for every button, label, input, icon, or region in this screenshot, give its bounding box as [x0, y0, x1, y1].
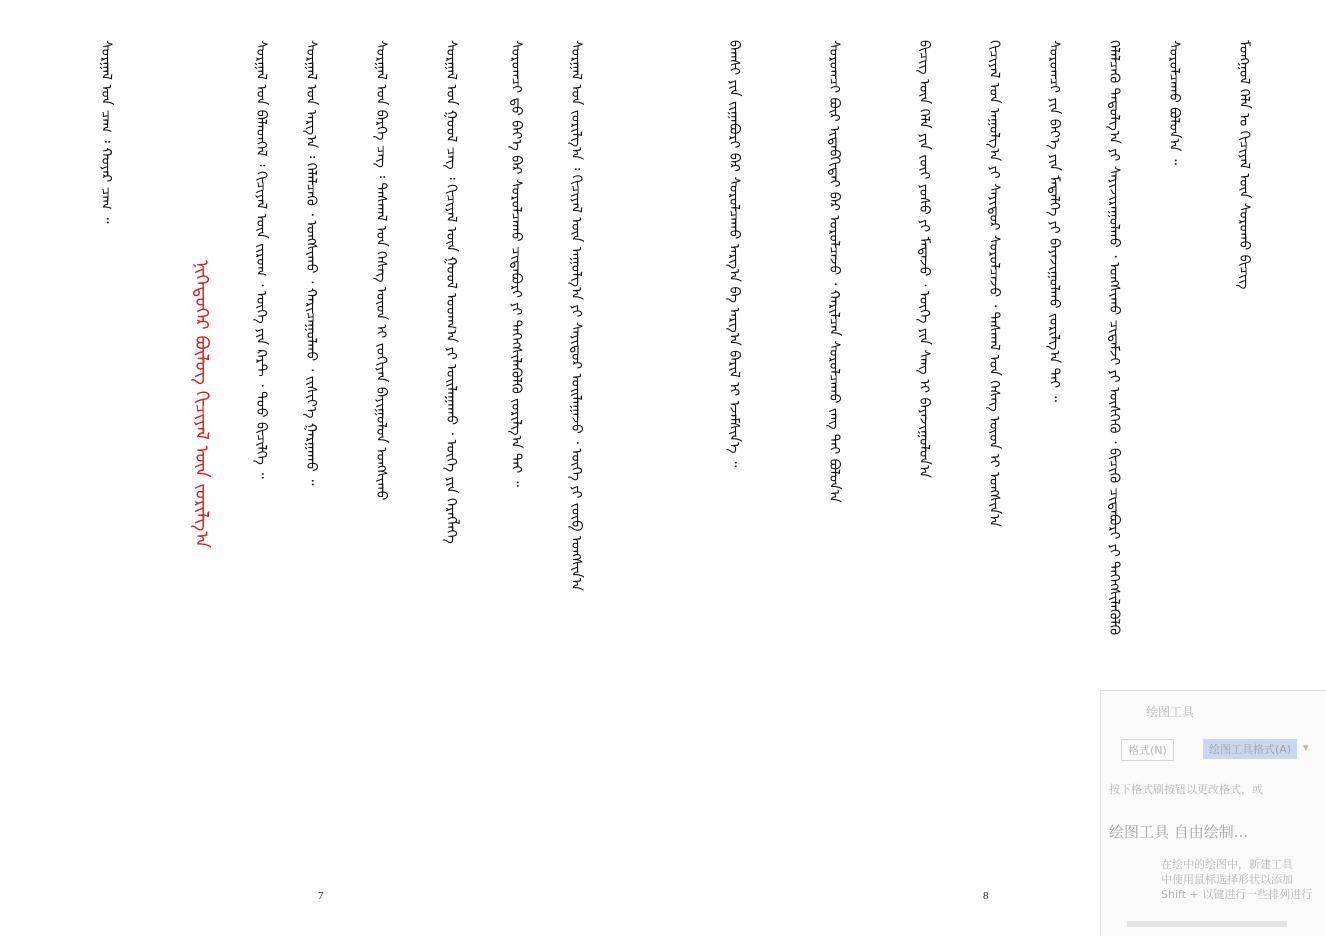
panel-scrollbar[interactable]: [1127, 921, 1287, 927]
right-text-column-6: ᠪᠢᠴᠢᠭ ᠦᠨ ᠬᠡᠯᠡ ᠶᠢᠨ ᠵᠦᠢ ᠶᠤᠰᠤ ᠶᠢ ᠮᠡᠳᠡᠵᠦ ᠂ ᠦᠭᠡ ᠶᠢᠨ ᠰᠠᠩ ᠢ ᠪᠠᠶᠠᠵᠢᠭᠤᠯᠤᠨ᠎ᠠ: [916, 40, 932, 479]
page-number-left: 7: [318, 890, 324, 902]
right-text-column-3: ᠬᠡᠯᠡᠯᠴᠡᠬᠦ ᠳᠠᠳᠤᠯᠭ᠎ᠠ ᠶᠢ ᠰᠠᠶᠢᠵᠢᠷᠠᠭᠤᠯᠬᠤ ᠂ ᠤᠩᠰᠢᠬᠤ ᠴᠢᠳᠠᠮᠵᠢ ᠶᠢ ᠥᠰᠬᠡᠬᠦ ᠂ ᠪᠢᠴᠢᠬᠦ ᠴᠢᠳᠠᠪᠤᠷᠢ ᠶᠢ ᠳᠡᠭᠡᠭᠰᠢᠯᠡᠭᠦᠯᠬᠦ: [1106, 40, 1122, 636]
right-text-column-4: ᠰᠤᠷᠤᠭᠴᠢ ᠶᠢᠨ ᠪᠡᠶ᠎ᠡ ᠶᠢᠨ ᠮᠡᠳᠡᠯᠭᠡ ᠶᠢ ᠪᠠᠶᠠᠵᠢᠭᠤᠯᠬᠤ ᠵᠣᠷᠢᠯᠭ᠎ᠠ ᠲᠠᠢ ᠃: [1046, 40, 1062, 402]
left-text-column-3: ᠰᠤᠷᠭᠠᠯ ᠤᠨ ᠭᠣᠣᠯ ᠴᠡᠭ ᠄ ᠬᠢᠴᠢᠶᠡᠯ ᠦᠨ ᠭᠣᠣᠯ ᠤᠳᠬ᠎ᠠ ᠶᠢ ᠣᠢᠯᠠᠭᠠᠬᠤ ᠂ ᠦᠭᠡ ᠶᠢᠨ ᠬᠡᠷᠡᠭᠯᠡᠭᠡ: [443, 40, 459, 544]
left-text-column-6: ᠰᠤᠷᠭᠠᠯ ᠤᠨ ᠪᠡᠯᠡᠳᠬᠡᠯ ᠄ ᠬᠢᠴᠢᠶᠡᠯ ᠦᠨ ᠵᠢᠷᠤᠭ ᠂ ᠦᠭᠡ ᠶᠢᠨ ᠺᠠᠷᠲ ᠂ ᠳᠤᠤ ᠪᠢᠴᠢᠯᠭᠡ ᠃: [253, 40, 269, 479]
left-text-column-2: ᠰᠤᠷᠤᠭᠴᠢ ᠳ᠋ᠤ ᠪᠡᠶ᠎ᠡ ᠪᠡᠷ ᠰᠤᠷᠤᠯᠴᠠᠬᠤ ᠴᠢᠳᠠᠪᠤᠷᠢ ᠶᠢ ᠳᠡᠭᠡᠭᠰᠢᠯᠡᠭᠦᠯᠬᠦ ᠵᠣᠷᠢᠯᠭ᠎ᠠ ᠲᠠᠢ ᠃: [508, 40, 524, 487]
left-text-column-4: ᠰᠤᠷᠭᠠᠯ ᠤᠨ ᠪᠡᠷᠬᠡ ᠴᠡᠭ ᠄ ᠳᠠᠰᠬᠠᠯ ᠤᠨ ᠬᠡᠰᠡᠭ ᠦᠳ ᠢ ᠵᠣᠬᠢᠶᠠᠨ ᠪᠠᠶᠢᠭᠤᠯᠤᠨ ᠤᠩᠰᠢᠬᠤ: [373, 40, 389, 501]
right-text-column-5: ᠬᠢᠴᠢᠶᠡᠯ ᠤᠨ ᠠᠭᠤᠯᠭ᠎ᠠ ᠶᠢ ᠰᠠᠶᠢᠳᠤᠷ ᠰᠤᠷᠤᠯᠴᠠᠵᠤ ᠂ ᠳᠠᠰᠬᠠᠯ ᠤᠨ ᠬᠡᠰᠡᠭ ᠦᠳ ᠢ ᠤᠩᠰᠢᠨ᠎ᠠ: [986, 40, 1002, 528]
panel-desc-2: 中使用鼠标选择形状以添加: [1161, 873, 1293, 886]
tab-format[interactable]: 格式(N): [1121, 739, 1174, 761]
panel-heading: 绘图工具 自由绘制...: [1109, 823, 1249, 841]
panel-desc-3: Shift + 以键进行一些排列进行: [1161, 888, 1313, 901]
right-text-column-1: ᠮᠣᠩᠭᠣᠯ ᠬᠡᠯᠡ ᠤ ᠬᠢᠴᠢᠶᠡᠯ ᠦᠨ ᠰᠤᠷᠤᠬᠤ ᠪᠢᠴᠢᠭ: [1236, 40, 1252, 290]
panel-hint: 按下格式刷按钮以更改格式，或: [1109, 783, 1263, 796]
page-number-right: 8: [983, 890, 989, 902]
drawing-tools-panel[interactable]: [1100, 690, 1326, 936]
panel-title: 绘图工具: [1146, 705, 1195, 719]
left-text-column-1: ᠰᠤᠷᠭᠠᠯ ᠤᠨ ᠵᠣᠷᠢᠯᠭ᠎ᠠ ᠄ ᠬᠢᠴᠢᠶᠡᠯ ᠦᠨ ᠠᠭᠤᠯᠭ᠎ᠠ ᠶᠢ ᠰᠠᠶᠢᠳᠤᠷ ᠣᠢᠯᠠᠭᠠᠵᠤ ᠂ ᠦᠭᠡ ᠶᠢ ᠵᠦᠪ ᠤᠩᠰᠢᠨ᠎ᠠ: [568, 40, 584, 591]
right-text-column-2: ᠰᠤᠷᠤᠯᠴᠠᠬᠤ ᠪᠣᠯᠤᠨ᠎ᠠ ᠃: [1166, 40, 1182, 165]
left-page: [0, 0, 663, 935]
left-text-column-7: ᠰᠤᠷᠭᠠᠯ ᠤᠨ ᠴᠠᠭ ᠄ ᠬᠣᠶᠠᠷ ᠴᠠᠭ ᠃: [98, 40, 114, 224]
section-heading: ᠨᠢᠭᠡᠳᠦᠭᠡᠷ ᠪᠦᠯᠦᠭ ᠬᠢᠴᠢᠶᠡᠯ ᠦᠨ ᠵᠣᠷᠢᠯᠭ᠎ᠠ: [191, 260, 212, 549]
panel-desc-1: 在绘中的绘图中，新建工具: [1161, 858, 1293, 871]
right-text-column-8: ᠪᠠᠭᠰᠢ ᠶᠢᠨ ᠵᠢᠭᠠᠪᠤᠷᠢ ᠪᠠᠷ ᠰᠤᠷᠤᠯᠴᠠᠬᠤ ᠠᠷᠭ᠎ᠠ ᠪᠠ ᠠᠷᠭ᠎ᠠ ᠪᠠᠷᠢᠯ ᠢ ᠡᠵᠡᠮᠰᠢᠨ᠎ᠡ ᠃: [726, 40, 742, 468]
right-text-column-7: ᠰᠤᠷᠤᠭᠴᠢ ᠪᠦᠷ ᠢᠳᠡᠪᠬᠢᠳᠡᠢ ᠪᠡᠷ ᠣᠷᠤᠯᠴᠠᠵᠤ ᠂ ᠬᠠᠷᠢᠯᠴᠠᠨ ᠰᠤᠷᠤᠯᠴᠠᠬᠤ ᠵᠠᠩ ᠲᠠᠢ ᠪᠣᠯᠤᠨ᠎ᠠ: [826, 40, 842, 503]
left-text-column-5: ᠰᠤᠷᠭᠠᠯ ᠤᠨ ᠠᠷᠭ᠎ᠠ ᠄ ᠬᠡᠯᠡᠯᠴᠡᠬᠦ ᠂ ᠤᠩᠰᠢᠬᠤ ᠂ ᠬᠠᠷᠢᠴᠠᠭᠤᠯᠬᠤ ᠂ ᠵᠢᠱᠢᠶ᠎ᠡ ᠭᠠᠷᠭᠠᠬᠤ ᠃: [303, 40, 319, 486]
chevron-down-icon[interactable]: ▾: [1303, 741, 1309, 754]
tab-drawing-format[interactable]: 绘图工具格式(A): [1203, 739, 1297, 759]
